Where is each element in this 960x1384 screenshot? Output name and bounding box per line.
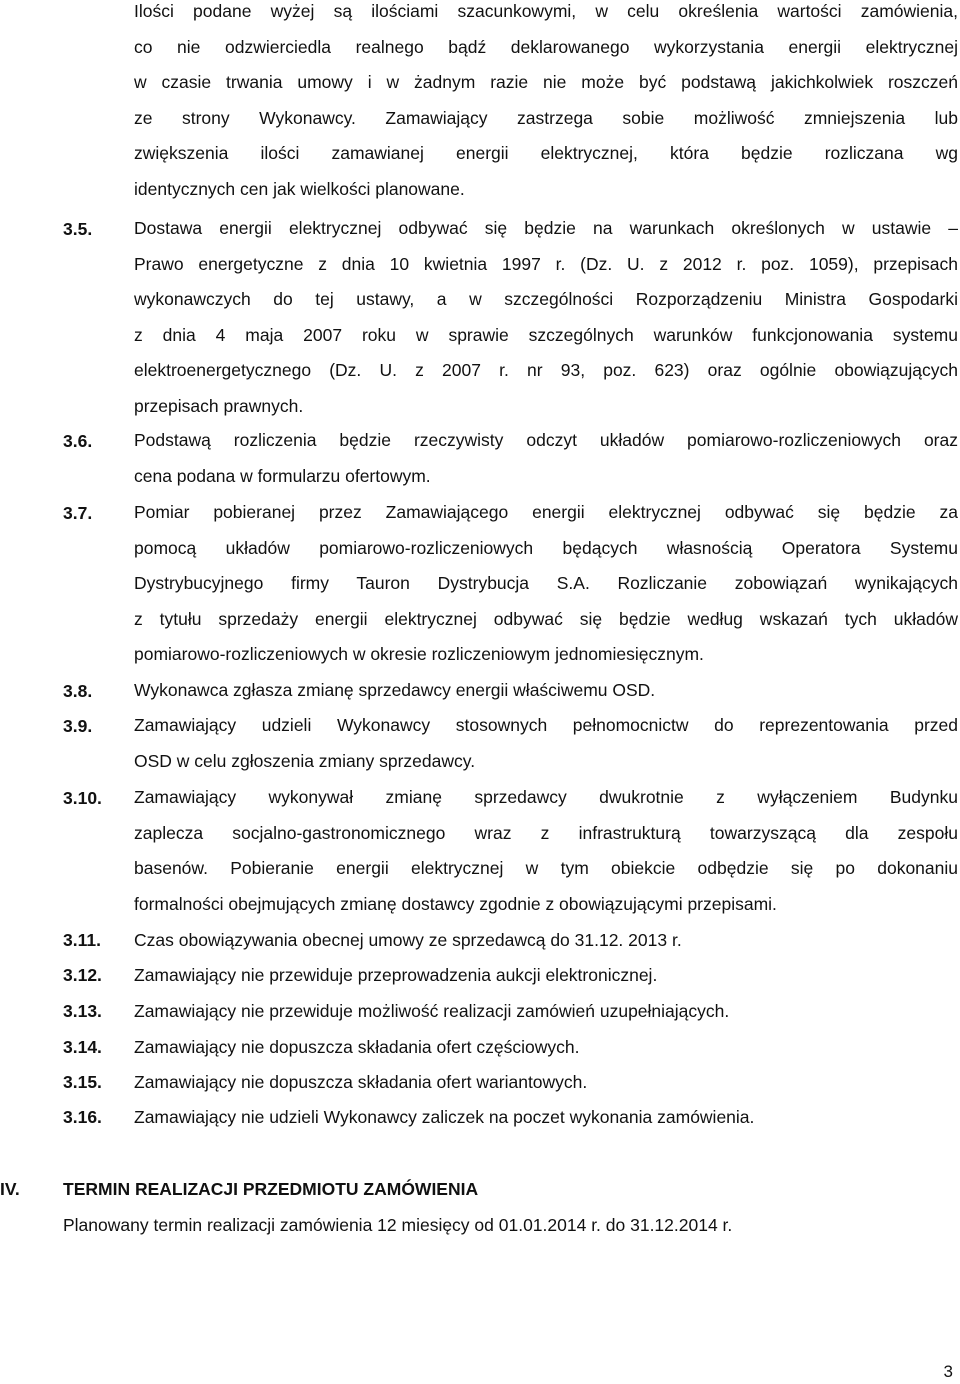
item-3-12-text: Zamawiający nie przewiduje przeprowadzenia aukcji elektronicznej. — [134, 965, 658, 985]
item-number: 3.8. — [63, 681, 93, 701]
paragraph-line: ze strony Wykonawcy. Zamawiający zastrzega sobie możliwość zmniejszenia lub — [134, 107, 958, 128]
item-3-16-text: Zamawiający nie udzieli Wykonawcy zaliczek na poczet wykonania zamówienia. — [134, 1107, 755, 1127]
section-heading: TERMIN REALIZACJI PRZEDMIOTU ZAMÓWIENIA — [63, 1179, 479, 1199]
item-3-11-text: Czas obowiązywania obecnej umowy ze sprzedawcą do 31.12. 2013 r. — [134, 930, 682, 950]
paragraph-line: Zamawiający udzieli Wykonawcy stosownych pełnomocnictw do reprezentowania przed — [134, 715, 958, 735]
paragraph-line: z tytułu sprzedaży energii elektrycznej odbywać się będzie według wskazań tych układów — [134, 608, 958, 629]
item-number: 3.5. — [63, 219, 93, 239]
paragraph-line: Podstawą rozliczenia będzie rzeczywisty odczyt układów pomiarowo-rozliczeniowych oraz — [134, 430, 958, 450]
item-3-13-text: Zamawiający nie przewiduje możliwość realizacji zamówień uzupełniających. — [134, 1001, 730, 1021]
paragraph-line: identycznych cen jak wielkości planowane. — [134, 178, 465, 199]
paragraph-line: Prawo energetyczne z dnia 10 kwietnia 1997 r. (Dz. U. z 2012 r. poz. 1059), przepisach — [134, 253, 958, 274]
item-number: 3.15. — [63, 1072, 102, 1092]
paragraph-line: pomiarowo-rozliczeniowych w okresie rozliczeniowym jednomiesięcznym. — [134, 644, 704, 664]
item-3-8-text — [134, 673, 958, 709]
paragraph-line: co nie odzwierciedla realnego bądź deklarowanego wykorzystania energii elektrycznej — [134, 36, 958, 57]
item-number: 3.13. — [63, 1001, 102, 1021]
paragraph-line: z dnia 4 maja 2007 roku w sprawie szczególnych warunków funkcjonowania systemu — [134, 324, 958, 345]
paragraph-line: przepisach prawnych. — [134, 395, 304, 416]
paragraph-line: Zamawiający wykonywał zmianę sprzedawcy dwukrotnie z wyłączeniem Budynku — [134, 787, 958, 807]
paragraph-line: Ilości podane wyżej są ilościami szacunkowymi, w celu określenia wartości zamówienia, — [134, 1, 958, 21]
paragraph-line: Dostawa energii elektrycznej odbywać się będzie na warunkach określonych w ustawie – — [134, 218, 958, 238]
paragraph-line: formalności obejmujących zmianę dostawcy zgodnie z obowiązującymi przepisami. — [134, 893, 777, 914]
paragraph-line: w czasie trwania umowy i w żadnym razie nie może być podstawą jakichkolwiek roszczeń — [134, 72, 958, 92]
page-number: 3 — [943, 1362, 953, 1381]
intro-paragraph — [134, 0, 958, 207]
paragraph-line: wykonawczych do tej ustawy, a w szczególności Rozporządzeniu Ministra Gospodarki — [134, 289, 958, 309]
item-number: 3.9. — [63, 716, 93, 736]
item-3-5-text — [134, 211, 958, 424]
item-3-10-text — [134, 780, 958, 922]
paragraph-line: OSD w celu zgłoszenia zmiany sprzedawcy. — [134, 750, 476, 771]
paragraph-line: Pomiar pobieranej przez Zamawiającego energii elektrycznej odbywać się będzie za — [134, 502, 958, 522]
item-number: 3.10. — [63, 788, 102, 808]
item-number: 3.14. — [63, 1037, 102, 1057]
paragraph-line: pomocą układów pomiarowo-rozliczeniowych będących własnością Operatora Systemu — [134, 537, 958, 558]
paragraph-line: Dystrybucyjnego firmy Tauron Dystrybucja S.A. Rozliczanie zobowiązań wynikających — [134, 573, 958, 593]
item-number: 3.12. — [63, 965, 102, 985]
item-3-15-text: Zamawiający nie dopuszcza składania ofert wariantowych. — [134, 1072, 588, 1092]
item-number: 3.16. — [63, 1107, 102, 1127]
item-3-14-text: Zamawiający nie dopuszcza składania ofert częściowych. — [134, 1037, 580, 1057]
paragraph-line: cena podana w formularzu ofertowym. — [134, 465, 431, 486]
item-3-6-text — [134, 423, 958, 494]
item-number: 3.6. — [63, 431, 93, 451]
paragraph-line: zwiększenia ilości zamawianej energii elektrycznej, która będzie rozliczana wg — [134, 143, 958, 163]
paragraph-line: elektroenergetycznego (Dz. U. z 2007 r. nr 93, poz. 623) oraz ogólnie obowiązujących — [134, 360, 958, 380]
paragraph-line: Wykonawca zgłasza zmianę sprzedawcy energii właściwemu OSD. — [134, 680, 656, 700]
item-number: 3.7. — [63, 503, 93, 523]
section-number: IV. — [0, 1179, 20, 1199]
paragraph-line: zaplecza socjalno-gastronomicznego wraz z infrastrukturą towarzyszącą dla zespołu — [134, 822, 958, 843]
item-3-7-text — [134, 495, 958, 673]
item-number: 3.11. — [63, 930, 101, 950]
item-3-9-text — [134, 708, 958, 779]
paragraph-line: basenów. Pobieranie energii elektrycznej w tym obiekcie odbędzie się po dokonaniu — [134, 858, 958, 878]
section-text: Planowany termin realizacji zamówienia 12 miesięcy od 01.01.2014 r. do 31.12.2014 r. — [63, 1215, 733, 1235]
